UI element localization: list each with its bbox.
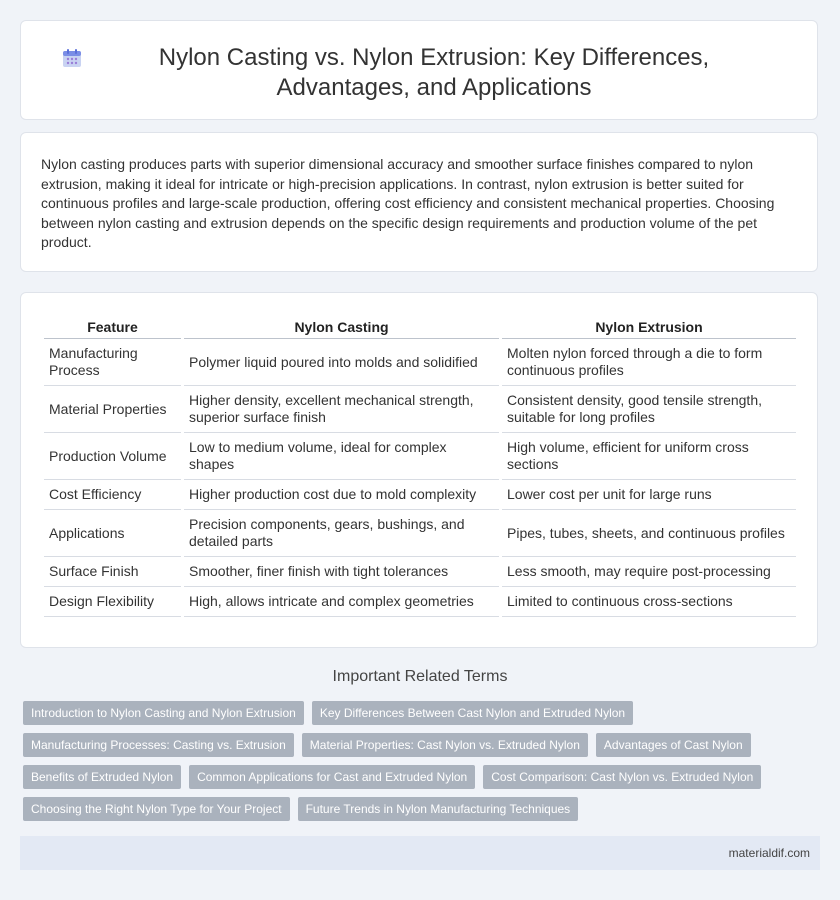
- table-row: [44, 510, 796, 557]
- casting-cell: Higher production cost due to mold complexity: [184, 480, 499, 510]
- extrusion-cell: Consistent density, good tensile strength, suitable for long profiles: [502, 386, 796, 433]
- header-nylon-extrusion: Nylon Extrusion: [502, 317, 796, 339]
- feature-cell: Production Volume: [44, 433, 181, 480]
- feature-cell: Manufacturing Process: [44, 339, 181, 386]
- header-feature: Feature: [44, 317, 181, 339]
- related-term-link[interactable]: Advantages of Cast Nylon: [596, 733, 751, 757]
- table-row: [44, 386, 796, 433]
- intro-text: Nylon casting produces parts with superior dimensional accuracy and smoother surface finishes compared to nylon extrusion, making it ideal for intricate or high-precision applications. In contrast, nylon extrusion is better suited for continuous profiles and large-scale production, offering cost efficiency and consistent mechanical properties. Choosing between nylon casting and extrusion depends on the specific design requirements and production volume of the pet product.: [41, 156, 775, 250]
- intro-card: [20, 132, 818, 272]
- casting-cell: Smoother, finer finish with tight tolerances: [184, 557, 499, 587]
- related-term-link[interactable]: Future Trends in Nylon Manufacturing Techniques: [298, 797, 579, 821]
- related-term-link[interactable]: Choosing the Right Nylon Type for Your Project: [23, 797, 290, 821]
- site-name[interactable]: materialdif.com: [728, 846, 810, 860]
- casting-cell: Higher density, excellent mechanical strength, superior surface finish: [184, 386, 499, 433]
- table-row: [44, 433, 796, 480]
- title-card: [20, 20, 818, 120]
- table-row: [44, 480, 796, 510]
- casting-cell: High, allows intricate and complex geometries: [184, 587, 499, 617]
- related-term-link[interactable]: Introduction to Nylon Casting and Nylon Extrusion: [23, 701, 304, 725]
- feature-cell: Cost Efficiency: [44, 480, 181, 510]
- related-term-link[interactable]: Material Properties: Cast Nylon vs. Extruded Nylon: [302, 733, 588, 757]
- casting-cell: Low to medium volume, ideal for complex shapes: [184, 433, 499, 480]
- related-term-link[interactable]: Benefits of Extruded Nylon: [23, 765, 181, 789]
- page-title: Nylon Casting vs. Nylon Extrusion: Key Differences, Advantages, and Applications: [158, 44, 710, 101]
- feature-cell: Surface Finish: [44, 557, 181, 587]
- related-term-link[interactable]: Manufacturing Processes: Casting vs. Extrusion: [23, 733, 294, 757]
- comparison-table: [41, 317, 799, 617]
- related-term-link[interactable]: Key Differences Between Cast Nylon and Extruded Nylon: [312, 701, 633, 725]
- feature-cell: Applications: [44, 510, 181, 557]
- table-row: [44, 587, 796, 617]
- feature-cell: Design Flexibility: [44, 587, 181, 617]
- table-row: [44, 557, 796, 587]
- extrusion-cell: Limited to continuous cross-sections: [502, 587, 796, 617]
- comparison-card: [20, 292, 818, 648]
- calendar-icon: [61, 47, 83, 69]
- footer: [20, 836, 820, 870]
- related-terms-list: [23, 701, 803, 821]
- related-term-link[interactable]: Common Applications for Cast and Extruded Nylon: [189, 765, 475, 789]
- extrusion-cell: Pipes, tubes, sheets, and continuous profiles: [502, 510, 796, 557]
- related-term-link[interactable]: Cost Comparison: Cast Nylon vs. Extruded Nylon: [483, 765, 761, 789]
- related-terms-heading: Important Related Terms: [332, 668, 508, 685]
- extrusion-cell: High volume, efficient for uniform cross sections: [502, 433, 796, 480]
- table-row: [44, 339, 796, 386]
- extrusion-cell: Molten nylon forced through a die to form continuous profiles: [502, 339, 796, 386]
- extrusion-cell: Lower cost per unit for large runs: [502, 480, 796, 510]
- feature-cell: Material Properties: [44, 386, 181, 433]
- casting-cell: Polymer liquid poured into molds and solidified: [184, 339, 499, 386]
- table-header-row: [44, 317, 796, 339]
- extrusion-cell: Less smooth, may require post-processing: [502, 557, 796, 587]
- casting-cell: Precision components, gears, bushings, and detailed parts: [184, 510, 499, 557]
- title-wrap: [21, 43, 817, 103]
- header-nylon-casting: Nylon Casting: [184, 317, 499, 339]
